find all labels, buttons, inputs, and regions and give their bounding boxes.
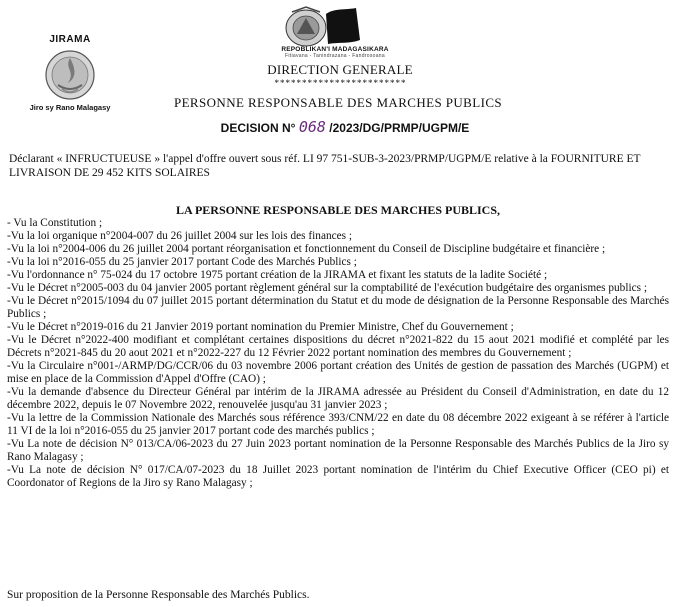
vu-item: -Vu la loi n°2016-055 du 25 janvier 2017 portant Code des Marchés Publics ; <box>7 256 357 268</box>
vu-item: - Vu la Constitution ; <box>7 217 103 229</box>
org-name: JIRAMA <box>49 34 91 45</box>
vu-item: -Vu la demande d'absence du Directeur Général par intérim de la JIRAMA adressée au Président du Conseil d'Administration, en date du 12 décembre 2022, depuis le 07 Novembre 2022, renouvelée jusqu'au 31 janvier 2023 ; <box>7 386 669 411</box>
subject-heading: LA PERSONNE RESPONSABLE DES MARCHES PUBLICS, <box>175 203 501 217</box>
vu-item: -Vu la lettre de la Commission Nationale des Marchés sous référence 393/CNM/22 en date du 08 décembre 2022 exigeant à se référer à l'article 11 VI de la loi n°2016-055 du 25 janvier 2017 portant code des marchés publics ; <box>7 412 669 437</box>
republic-motto: Fitiavana - Tanindrazana - Fandrosoana <box>285 53 385 59</box>
footer-proposal: Sur proposition de la Personne Responsable des Marchés Publics. <box>7 589 310 601</box>
vu-item: -Vu la Circulaire n°001-/ARMP/DG/CCR/06 du 03 novembre 2006 portant création des Unités de gestion de passation des Marchés (UGPM) et mise en place de la Commission d'Appel d'Offre (CAO) ; <box>7 360 669 385</box>
republic-emblem-icon <box>282 4 362 48</box>
direction-title: DIRECTION GENERALE <box>267 62 413 77</box>
jirama-logo-block <box>20 34 120 112</box>
vu-item: -Vu la loi n°2004-006 du 26 juillet 2004 portant réorganisation et fonctionnement du Conseil de Discipline budgétaire et financière ; <box>7 243 606 255</box>
jirama-logo-icon <box>44 49 96 101</box>
vu-item: -Vu la loi organique n°2004-007 du 26 juillet 2004 sur les lois des finances ; <box>7 230 352 242</box>
vu-item: -Vu le Décret n°2019-016 du 21 Janvier 2019 portant nomination du Premier Ministre, Chef du Gouvernement ; <box>7 321 514 333</box>
republic-name: REPOBLIKAN'I MADAGASIKARA <box>281 46 389 53</box>
vu-item: -Vu le Décret n°2022-400 modifiant et complétant certaines dispositions du décret n°2021-822 du 15 aout 2021 modifié et complété par les Décrets n°2021-845 du 20 aout 2021 et n°2022-227 du 12 Février 2022 portant nomination des membres du Gouvernement ; <box>7 334 669 359</box>
declarant-paragraph: Déclarant « INFRUCTUEUSE » l'appel d'offre ouvert sous réf. LI 97 751-SUB-3-2023/PRMP/UGPM/E relative à la FOURNITURE ET LIVRAISON DE 29 452 KITS SOLAIRES <box>9 153 641 179</box>
vu-item: -Vu l'ordonnance n° 75-024 du 17 octobre 1975 portant création de la JIRAMA et fixant les statuts de la ladite Société ; <box>7 269 548 281</box>
stars-divider: ************************ <box>274 78 407 88</box>
vu-item: -Vu La note de décision N° 017/CA/07-2023 du 18 Juillet 2023 portant nomination de l'intérim du Chief Executive Officer (CEO pi) et Coordonator of Regions de la Jiro sy Rano Malagasy ; <box>7 464 669 489</box>
decision-title <box>195 118 495 136</box>
prmp-title: PERSONNE RESPONSABLE DES MARCHES PUBLICS <box>173 95 503 110</box>
vu-list <box>7 217 669 490</box>
vu-item: -Vu le Décret n°2005-003 du 04 janvier 2005 portant règlement général sur la comptabilité de l'exécution budgétaire des organismes publics ; <box>7 282 647 294</box>
decision-number: 068 <box>298 118 326 136</box>
vu-item: -Vu La note de décision N° 013/CA/06-2023 du 27 Juin 2023 portant nomination de la Personne Responsable des Marchés Publics de la Jiro sy Rano Malagasy ; <box>7 438 669 463</box>
vu-item: -Vu le Décret n°2015/1094 du 07 juillet 2015 portant détermination du Statut et du mode de désignation de la Personne Responsable des Marchés Publics ; <box>7 295 669 320</box>
org-tagline: Jiro sy Rano Malagasy <box>29 103 111 112</box>
republic-header <box>255 46 415 59</box>
decision-suffix: /2023/DG/PRMP/UGPM/E <box>329 121 470 135</box>
decision-prefix: DECISION N° <box>220 121 296 135</box>
